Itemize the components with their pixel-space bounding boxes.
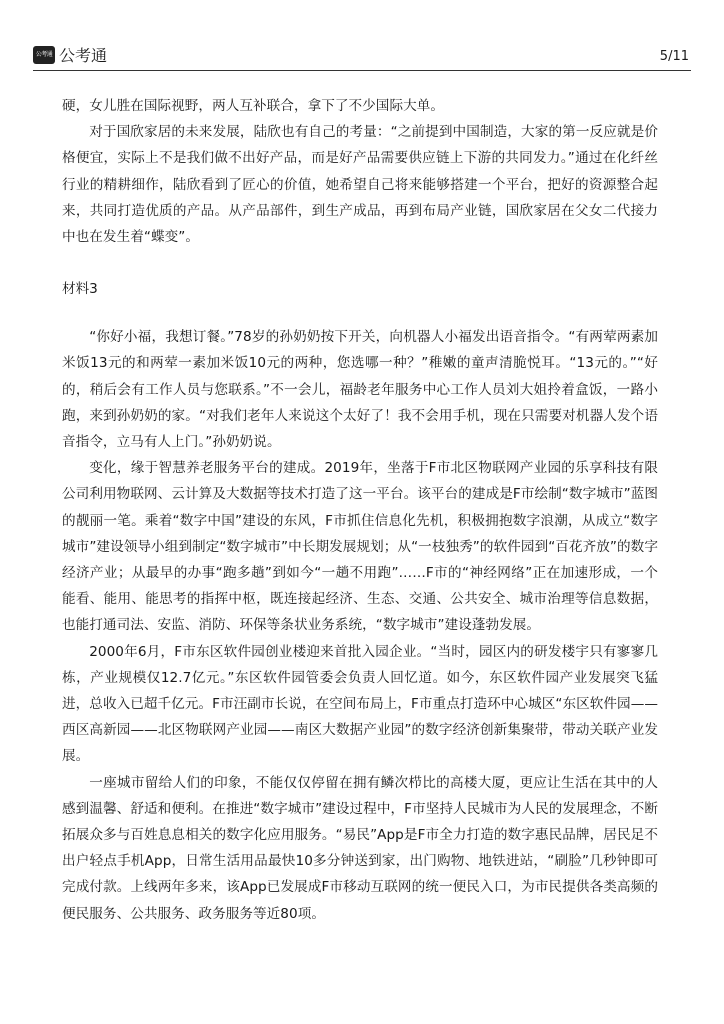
page-header xyxy=(0,0,724,72)
paragraph: 变化，缘于智慧养老服务平台的建成。2019年，坐落于F市北区物联网产业园的乐享科技有限公司利用物联网、云计算及大数据等技术打造了这一平台。该平台的建成是F市绘制“数字城市”蓝图的靓丽一笔。乘着“数字中国”建设的东风，F市抓住信息化先机，积极拥抱数字浪潮，从成立“数字城市”建设领导小组到制定“数字城市”中长期发展规划；从“一枝独秀”的软件园到“百花齐放”的数字经济产业；从最早的办事“跑多趟”到如今“一趟不用跑”……F市的“神经网络”正在加速形成，一个能看、能用、能思考的指挥中枢，既连接起经济、生态、交通、公共安全、城市治理等信息数据，也能打通司法、安监、消防、环保等条状业务系统，“数字城市”建设蓬勃发展。 xyxy=(62,460,658,634)
brand-logo xyxy=(33,43,107,66)
document-body xyxy=(62,93,658,927)
logo-text: 公考通 xyxy=(59,46,108,65)
section-heading: 材料3 xyxy=(62,281,98,298)
paragraph: 对于国欣家居的未来发展，陆欣也有自己的考量：“之前提到中国制造，大家的第一反应就是价格便宜，实际上不是我们做不出好产品，而是好产品需要供应链上下游的共同发力。”通过在化纤丝行业的精耕细作，陆欣看到了匠心的价值，她希望自己将来能够搭建一个平台，把好的资源整合起来，共同打造优质的产品。从产品部件，到生产成品，再到布局产业链，国欣家居在父女二代接力中也在发生着“蝶变”。 xyxy=(62,124,658,246)
logo-badge-icon: 公考通 xyxy=(33,46,55,64)
page-number: 5/11 xyxy=(659,49,689,64)
paragraph: “你好小福，我想订餐。”78岁的孙奶奶按下开关，向机器人小福发出语音指令。“有两荤两素加米饭13元的和两荤一素加米饭10元的两种，您选哪一种？”稚嫩的童声清脆悦耳。“13元的。”“好的，稍后会有工作人员与您联系。”不一会儿，福龄老年服务中心工作人员刘大姐拎着盒饭，一路小跑，来到孙奶奶的家。“对我们老年人来说这个太好了！我不会用手机，现在只需要对机器人发个语音指令，立马有人上门。”孙奶奶说。 xyxy=(62,329,658,451)
header-divider xyxy=(33,70,691,71)
paragraph: 2000年6月，F市东区软件园创业楼迎来首批入园企业。“当时，园区内的研发楼宇只有寥寥几栋，产业规模仅12.7亿元。”东区软件园管委会负责人回忆道。如今，东区软件园产业发展突飞猛进，总收入已超千亿元。F市汪副市长说，在空间布局上，F市重点打造环中心城区“东区软件园——西区高新园——北区物联网产业园——南区大数据产业园”的数字经济创新集聚带，带动关联产业发展。 xyxy=(62,643,658,765)
paragraph: 一座城市留给人们的印象，不能仅仅停留在拥有鳞次栉比的高楼大厦，更应让生活在其中的人感到温馨、舒适和便利。在推进“数字城市”建设过程中，F市坚持人民城市为人民的发展理念，不断拓展众多与百姓息息相关的数字化应用服务。“易民”App是F市全力打造的数字惠民品牌，居民足不出户轻点手机App，日常生活用品最快10多分钟送到家，出门购物、地铁进站，“刷脸”几秒钟即可完成付款。上线两年多来，该App已发展成F市移动互联网的统一便民入口，为市民提供各类高频的便民服务、公共服务、政务服务等近80项。 xyxy=(62,774,658,922)
paragraph-continued: 硬，女儿胜在国际视野，两人互补联合，拿下了不少国际大单。 xyxy=(62,98,445,114)
